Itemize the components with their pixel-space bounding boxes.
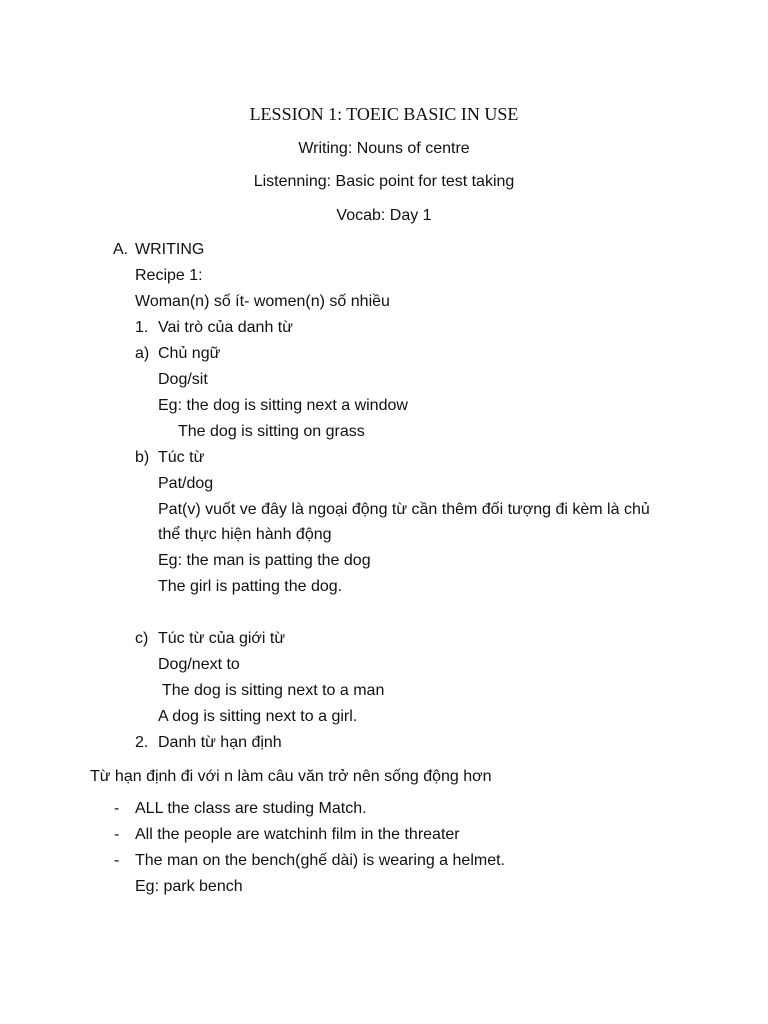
sub-c-title: Túc từ của giới từ xyxy=(158,630,286,647)
bullet-2-text: All the people are watchinh film in the threater xyxy=(135,826,460,843)
sub-c-line-2: The dog is sitting next to a man xyxy=(162,682,385,699)
park-bench-example: Eg: park bench xyxy=(135,878,243,895)
bullet-1-marker: - xyxy=(114,800,120,817)
section-a-marker: A. xyxy=(113,241,129,258)
sub-b-marker: b) xyxy=(135,449,150,466)
bullet-1-text: ALL the class are studing Match. xyxy=(135,800,367,817)
item-1-text: Vai trò của danh từ xyxy=(158,319,293,336)
sub-b-line-4: Eg: the man is patting the dog xyxy=(158,552,371,569)
bullet-3-marker: - xyxy=(114,852,120,869)
sub-b-line-1: Pat/dog xyxy=(158,475,214,492)
sub-b-line-2: Pat(v) vuốt ve đây là ngoại động từ cần thêm đối tượng đi kèm là chủ xyxy=(158,501,650,518)
sub-b-title: Túc từ xyxy=(158,449,205,466)
sub-c-line-1: Dog/next to xyxy=(158,656,240,673)
sub-b-line-3: thể thực hiện hành động xyxy=(158,526,332,543)
sub-c-line-3: A dog is sitting next to a girl. xyxy=(158,708,358,725)
listening-subtitle: Listenning: Basic point for test taking xyxy=(253,173,515,190)
sub-a-line-1: Dog/sit xyxy=(158,371,208,388)
bullet-3-text: The man on the bench(ghế dài) is wearing a helmet. xyxy=(135,852,505,869)
determiner-intro: Từ hạn định đi với n làm câu văn trở nên sống động hơn xyxy=(90,768,492,785)
woman-plural-line: Woman(n) số ít- women(n) số nhiều xyxy=(135,293,390,310)
recipe-label: Recipe 1: xyxy=(135,267,203,284)
sub-c-marker: c) xyxy=(135,630,149,647)
sub-a-marker: a) xyxy=(135,345,150,362)
item-2-text: Danh từ hạn định xyxy=(158,734,282,751)
sub-a-line-3: The dog is sitting on grass xyxy=(178,423,365,440)
sub-a-title: Chủ ngữ xyxy=(158,345,221,362)
writing-subtitle: Writing: Nouns of centre xyxy=(298,140,470,157)
lesson-title: LESSION 1: TOEIC BASIC IN USE xyxy=(249,104,519,124)
bullet-2-marker: - xyxy=(114,826,120,843)
vocab-subtitle: Vocab: Day 1 xyxy=(336,207,432,224)
section-a-heading: WRITING xyxy=(135,241,205,258)
sub-a-line-2: Eg: the dog is sitting next a window xyxy=(158,397,408,414)
item-1-marker: 1. xyxy=(135,319,149,336)
sub-b-line-5: The girl is patting the dog. xyxy=(158,578,343,595)
item-2-marker: 2. xyxy=(135,734,149,751)
